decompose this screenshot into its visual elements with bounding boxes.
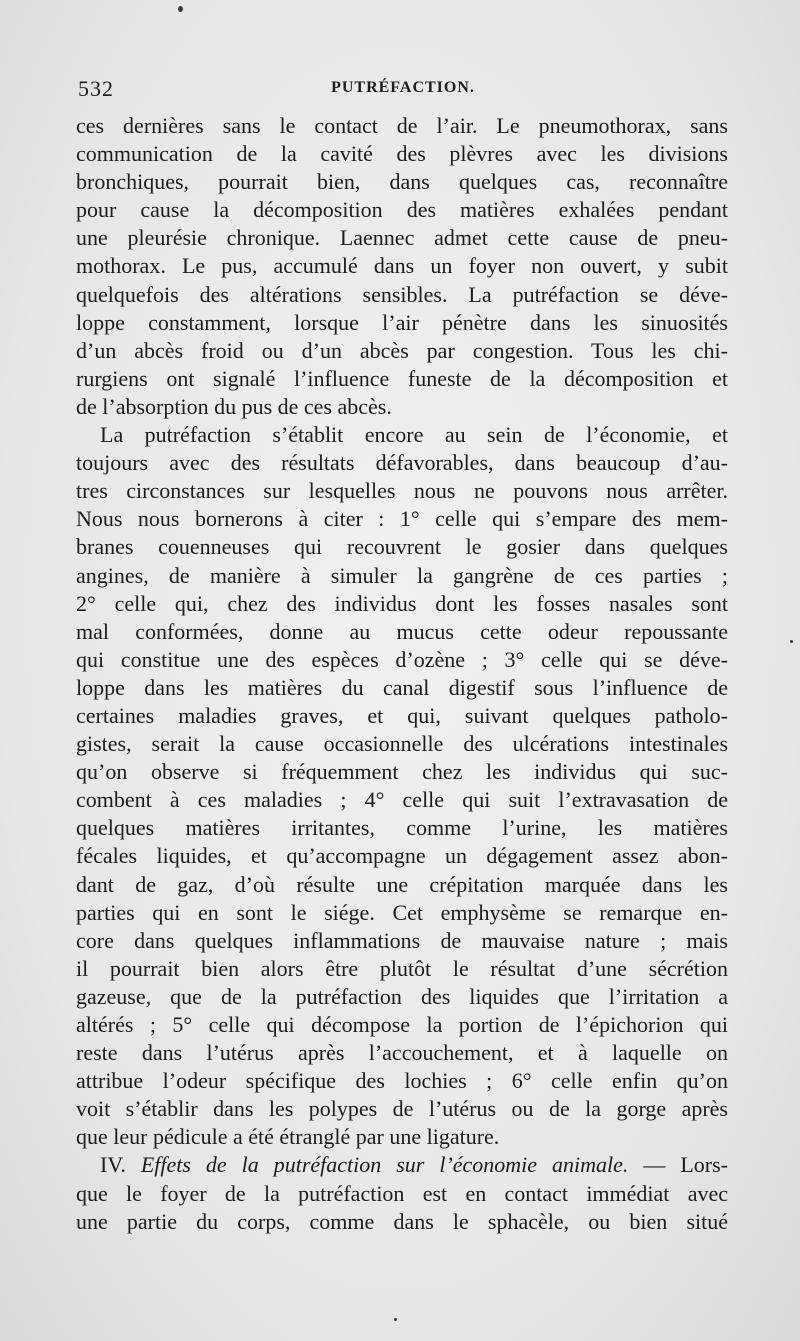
text-line: dant de gaz, d’où résulte une crépitation marquée dans les bbox=[76, 871, 728, 897]
text-line: il pourrait bien alors être plutôt le résultat d’une sécrétion bbox=[76, 955, 728, 981]
text-line: quelques matières irritantes, comme l’urine, les matières bbox=[76, 815, 728, 841]
text-line: fécales liquides, et qu’accompagne un dégagement assez abon- bbox=[76, 843, 728, 869]
section-title: Effets de la putréfaction sur l’économie animale. bbox=[140, 1152, 629, 1178]
text-line: que leur pédicule a été étranglé par une ligature. bbox=[76, 1124, 500, 1150]
text-line: voit s’établir dans les polypes de l’utérus ou de la gorge après bbox=[76, 1096, 728, 1122]
running-title: PUTRÉFACTION. bbox=[331, 79, 475, 96]
text-line: pour cause la décomposition des matières exhalées pendant bbox=[76, 197, 728, 223]
text-line: loppe constamment, lorsque l’air pénètre dans les sinuosités bbox=[76, 309, 728, 335]
text-line: qu’on observe si fréquemment chez les individus qui suc- bbox=[76, 759, 728, 785]
text-line: une pleurésie chronique. Laennec admet cette cause de pneu- bbox=[76, 225, 728, 251]
text-line: bronchiques, pourrait bien, dans quelques cas, reconnaître bbox=[76, 169, 728, 195]
text-line: altérés ; 5° celle qui décompose la portion de l’épichorion qui bbox=[76, 1012, 728, 1037]
text-line: reste dans l’utérus après l’accouchement, et à laquelle on bbox=[76, 1040, 728, 1066]
text-line: qui constitue une des espèces d’ozène ; 3° celle qui se déve- bbox=[76, 646, 728, 672]
text-line: de l’absorption du pus de ces abcès. bbox=[76, 393, 392, 419]
body-text bbox=[76, 112, 728, 1236]
ink-speck bbox=[790, 640, 793, 643]
page-number: 532 bbox=[78, 76, 114, 101]
text-line: toujours avec des résultats défavorables, dans beaucoup d’au- bbox=[76, 450, 728, 476]
text-line: d’un abcès froid ou d’un abcès par congestion. Tous les chi- bbox=[76, 337, 728, 363]
text-line: mothorax. Le pus, accumulé dans un foyer non ouvert, y subit bbox=[76, 253, 728, 279]
ink-speck bbox=[394, 1318, 397, 1321]
section-continuation: — Lors- bbox=[643, 1152, 728, 1178]
text-line: parties qui en sont le siége. Cet emphysème se remarque en- bbox=[76, 899, 728, 925]
text-line: combent à ces maladies ; 4° celle qui suit l’extravasation de bbox=[76, 787, 728, 813]
text-line: branes couenneuses qui recouvrent le gosier dans quelques bbox=[76, 534, 728, 560]
page-header bbox=[78, 76, 728, 106]
text-line: communication de la cavité des plèvres avec les divisions bbox=[76, 141, 728, 167]
text-line: loppe dans les matières du canal digestif sous l’influence de bbox=[76, 674, 728, 700]
text-line: une partie du corps, comme dans le sphacèle, ou bien situé bbox=[76, 1208, 728, 1234]
text-line: 2° celle qui, chez des individus dont les fosses nasales sont bbox=[76, 590, 728, 616]
ink-speck bbox=[178, 6, 183, 12]
text-line: certaines maladies graves, et qui, suivant quelques patholo- bbox=[76, 702, 728, 728]
section-heading bbox=[76, 1151, 728, 1179]
text-line: gistes, serait la cause occasionnelle des ulcérations intestinales bbox=[76, 731, 728, 757]
text-line: gazeuse, que de la putréfaction des liquides que l’irritation a bbox=[76, 983, 728, 1009]
text-line: rurgiens ont signalé l’influence funeste de la décomposition et bbox=[76, 365, 728, 391]
text-line: angines, de manière à simuler la gangrène de ces parties ; bbox=[76, 562, 728, 588]
text-line: tres circonstances sur lesquelles nous ne pouvons nous arrêter. bbox=[76, 478, 728, 504]
text-line: quelquefois des altérations sensibles. La putréfaction se déve- bbox=[76, 281, 728, 307]
section-numeral: IV. bbox=[100, 1152, 126, 1178]
text-line: ces dernières sans le contact de l’air. Le pneumothorax, sans bbox=[76, 113, 728, 138]
text-line: Nous nous bornerons à citer : 1° celle qui s’empare des mem- bbox=[76, 506, 728, 532]
text-line: attribue l’odeur spécifique des lochies ; 6° celle enfin qu’on bbox=[76, 1068, 728, 1094]
text-line: mal conformées, donne au mucus cette odeur repoussante bbox=[76, 618, 728, 644]
text-line: que le foyer de la putréfaction est en contact immédiat avec bbox=[76, 1180, 728, 1206]
text-line: La putréfaction s’établit encore au sein de l’économie, et bbox=[100, 422, 728, 448]
text-line: core dans quelques inflammations de mauvaise nature ; mais bbox=[76, 927, 728, 953]
